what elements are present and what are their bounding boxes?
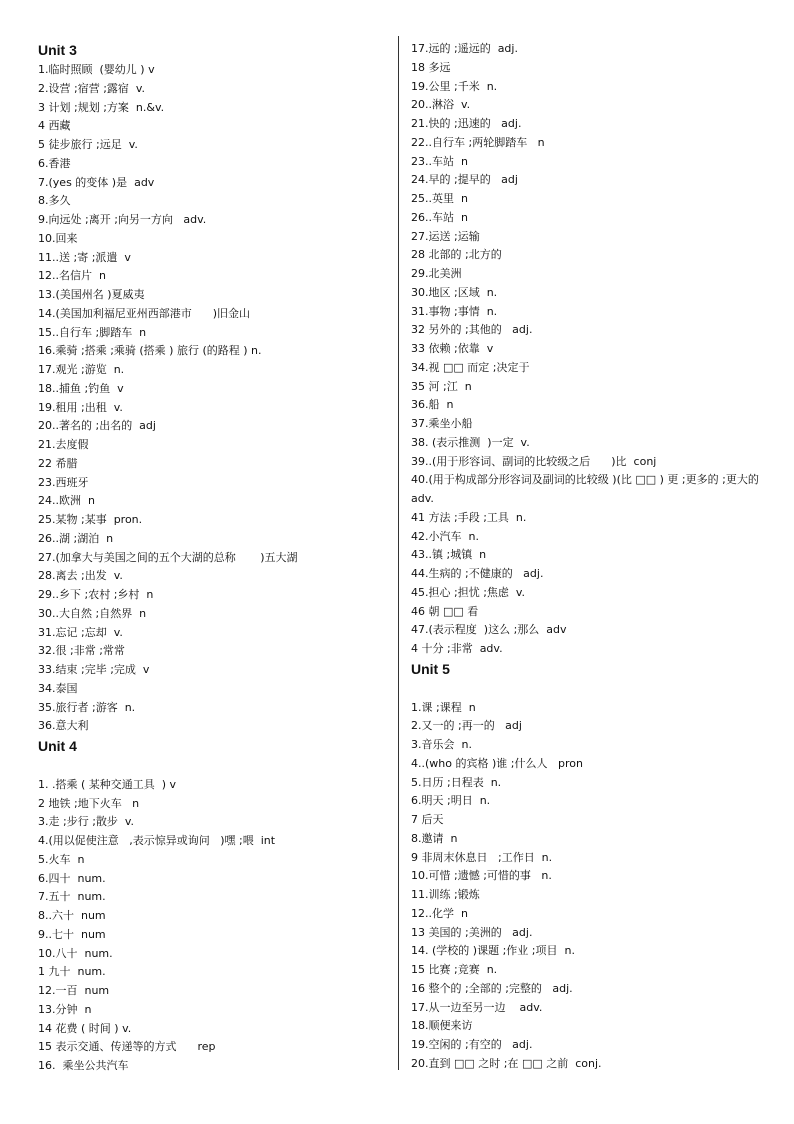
vocab-entry: 25..英里 n <box>411 192 468 205</box>
vocab-entry: 32.很 ;非常 ;常常 <box>38 644 125 658</box>
vocab-entry: 24.早的 ;提早的 adj <box>411 173 518 187</box>
vocab-entry: 7 后天 <box>411 813 444 826</box>
vocab-entry: 18..捕鱼 ;钓鱼 v <box>38 381 124 395</box>
vocab-entry: 29.北美洲 <box>411 267 462 280</box>
vocab-entry: 11..送 ;寄 ;派遣 v <box>38 250 131 264</box>
vocab-entry: 31.事物 ;事情 n. <box>411 304 498 318</box>
vocab-entry: 6.明天 ;明日 n. <box>411 794 491 808</box>
vocab-entry: 34.视 □□ 而定 ;决定于 <box>411 360 530 374</box>
vocab-entry: 14. (学校的 )课题 ;作业 ;项目 n. <box>411 944 575 958</box>
vocab-entry: 16.乘骑 ;搭乘 ;乘骑 (搭乘 ) 旅行 (的路程 ) n. <box>38 344 262 358</box>
vocab-entry: 44.生病的 ;不健康的 adj. <box>411 567 544 580</box>
vocab-entry: 9 非周末休息日 ;工作日 n. <box>411 850 553 864</box>
vocab-entry: 1 九十 num. <box>38 965 106 979</box>
vocab-entry: 35 河 ;江 n <box>411 379 472 393</box>
vocab-entry: 32 另外的 ;其他的 adj. <box>411 323 533 337</box>
vocab-entry: 22 希腊 <box>38 456 78 470</box>
vocab-entry: 13 美国的 ;美洲的 adj. <box>411 925 533 939</box>
vocab-entry: 13.分钟 n <box>38 1002 92 1016</box>
vocab-entry: 38. (表示推测 )一定 v. <box>411 435 530 449</box>
vocab-entry: 1. .搭乘 ( 某种交通工具 ) v <box>38 777 177 791</box>
blank-line <box>411 680 761 699</box>
vocab-entry: 21.去度假 <box>38 438 89 451</box>
vocab-entry: 20.直到 □□ 之时 ;在 □□ 之前 conj. <box>411 1056 602 1070</box>
vocab-entry: 8.邀请 n <box>411 831 458 845</box>
vocab-entry: 17.从一边至另一边 adv. <box>411 1000 543 1014</box>
vocab-entry: 15 表示交通、传递等的方式 rep <box>38 1040 216 1054</box>
vocab-entry: 16. 乘坐公共汽车 <box>38 1059 129 1072</box>
vocab-entry: 13.(美国州名 )夏威夷 <box>38 288 145 301</box>
vocab-entry: 25.某物 ;某事 pron. <box>38 513 143 526</box>
vocab-entry: 4 西藏 <box>38 119 71 133</box>
vocab-entry: 36.意大利 <box>38 719 89 733</box>
vocab-entry: 12..名信片 n <box>38 269 106 283</box>
vocab-entry: 3.走 ;步行 ;散步 v. <box>38 815 135 829</box>
column-divider <box>398 36 399 1070</box>
vocab-entry: 21.快的 ;迅速的 adj. <box>411 117 522 130</box>
vocab-entry: 46 朝 □□ 看 <box>411 604 479 618</box>
vocab-entry: 4.(用以促使注意 ,表示惊异或询问 )嘿 ;喂 int <box>38 834 276 847</box>
vocab-entry: 17.观光 ;游览 n. <box>38 363 125 376</box>
vocab-entry: 2.设营 ;宿营 ;露宿 v. <box>38 81 146 95</box>
vocab-entry: 42.小汽车 n. <box>411 529 479 543</box>
vocab-entry: 8..六十 num <box>38 909 106 922</box>
vocab-entry: 4 十分 ;非常 adv. <box>411 642 503 655</box>
vocab-entry: 15..自行车 ;脚踏车 n <box>38 325 147 339</box>
vocab-entry: 9.向远处 ;离开 ;向另一方向 adv. <box>38 213 207 226</box>
vocab-entry: 20..著名的 ;出名的 adj <box>38 419 156 433</box>
right-column <box>411 40 761 1074</box>
vocab-entry: 10.可惜 ;遗憾 ;可惜的事 n. <box>411 869 552 883</box>
vocab-entry: 33.结束 ;完毕 ;完成 v <box>38 663 150 676</box>
vocab-entry: 19.空闲的 ;有空的 adj. <box>411 1038 533 1051</box>
vocab-entry: 33 依赖 ;依靠 v <box>411 342 494 355</box>
vocab-entry: 5.火车 n <box>38 852 85 866</box>
vocab-entry: 14.(美国加利福尼亚州西部港市 )旧金山 <box>38 306 251 320</box>
vocab-entry: 18.顺便来访 <box>411 1019 473 1033</box>
vocab-entry: 40.(用于构成部分形容词及副词的比较级 )(比 □□ ) 更 ;更多的 ;更大的 adv. <box>411 473 759 505</box>
vocab-entry: 14 花费 ( 时间 ) v. <box>38 1021 132 1035</box>
vocab-entry: 9..七十 num <box>38 927 106 941</box>
vocab-entry: 30.地区 ;区域 n. <box>411 285 498 299</box>
vocab-entry: 24..欧洲 n <box>38 494 95 508</box>
vocab-entry: 28 北部的 ;北方的 <box>411 248 502 262</box>
vocab-entry: 17.远的 ;遥远的 adj. <box>411 42 518 55</box>
vocab-entry: 3 计划 ;规划 ;方案 n.&v. <box>38 100 165 114</box>
vocab-entry: 41 方法 ;手段 ;工具 n. <box>411 510 527 524</box>
left-column <box>38 40 390 1076</box>
vocab-entry: 18 多远 <box>411 60 451 74</box>
vocab-entry: 34.泰国 <box>38 681 78 695</box>
vocab-entry: 6.香港 <box>38 156 71 170</box>
vocab-entry: 1.临时照顾 (婴幼儿 ) v <box>38 63 155 76</box>
vocab-entry: 5 徒步旅行 ;远足 v. <box>38 138 138 151</box>
unit-heading: Unit 3 <box>38 42 77 58</box>
unit-heading: Unit 5 <box>411 660 450 677</box>
vocab-entry: 10.回来 <box>38 231 78 245</box>
vocab-entry: 45.担心 ;担忧 ;焦虑 v. <box>411 585 526 599</box>
vocab-entry: 36.船 n <box>411 398 454 412</box>
vocab-entry: 28.离去 ;出发 v. <box>38 569 123 583</box>
vocab-entry: 35.旅行者 ;游客 n. <box>38 700 136 714</box>
vocab-entry: 12.一百 num <box>38 984 110 997</box>
vocab-entry: 26..湖 ;湖泊 n <box>38 531 114 545</box>
vocab-entry: 23.西班牙 <box>38 475 89 489</box>
vocab-entry: 29..乡下 ;农村 ;乡村 n <box>38 588 154 601</box>
blank-line <box>38 757 390 776</box>
vocab-entry: 19.租用 ;出租 v. <box>38 400 123 414</box>
vocab-entry: 3.音乐会 n. <box>411 738 472 751</box>
vocab-entry: 1.课 ;课程 n <box>411 700 476 714</box>
vocab-entry: 23..车站 n <box>411 154 468 168</box>
vocab-entry: 47.(表示程度 )这么 ;那么 adv <box>411 623 567 637</box>
vocab-entry: 2 地铁 ;地下火车 n <box>38 796 140 810</box>
vocab-entry: 2.又一的 ;再一的 adj <box>411 719 522 733</box>
vocab-entry: 27.运送 ;运输 <box>411 229 480 243</box>
vocab-entry: 39..(用于形容词、副词的比较级之后 )比 conj <box>411 454 657 468</box>
vocab-entry: 37.乘坐小船 <box>411 417 473 430</box>
vocab-entry: 16 整个的 ;全部的 ;完整的 adj. <box>411 981 573 995</box>
unit-heading: Unit 4 <box>38 738 77 754</box>
vocab-entry: 30..大自然 ;自然界 n <box>38 606 147 620</box>
vocab-entry: 7.(yes 的变体 )是 adv <box>38 175 155 189</box>
vocab-entry: 11.训练 ;锻炼 <box>411 888 480 901</box>
vocab-entry: 5.日历 ;日程表 n. <box>411 775 502 789</box>
vocab-entry: 27.(加拿大与美国之间的五个大湖的总称 )五大湖 <box>38 550 298 564</box>
vocab-entry: 20..淋浴 v. <box>411 98 471 112</box>
vocab-entry: 12..化学 n <box>411 906 468 920</box>
vocab-entry: 6.四十 num. <box>38 871 106 885</box>
vocab-entry: 10.八十 num. <box>38 946 113 960</box>
vocab-entry: 43..镇 ;城镇 n <box>411 548 487 562</box>
vocab-entry: 15 比赛 ;竞赛 n. <box>411 963 498 976</box>
vocab-entry: 7.五十 num. <box>38 890 106 904</box>
vocab-entry: 8.多久 <box>38 194 71 208</box>
vocab-entry: 31.忘记 ;忘却 v. <box>38 625 123 639</box>
vocab-entry: 4..(who 的宾格 )谁 ;什么人 pron <box>411 756 583 770</box>
vocab-entry: 26..车站 n <box>411 210 468 224</box>
vocab-entry: 19.公里 ;千米 n. <box>411 79 498 93</box>
vocab-entry: 22..自行车 ;两轮脚踏车 n <box>411 135 545 149</box>
